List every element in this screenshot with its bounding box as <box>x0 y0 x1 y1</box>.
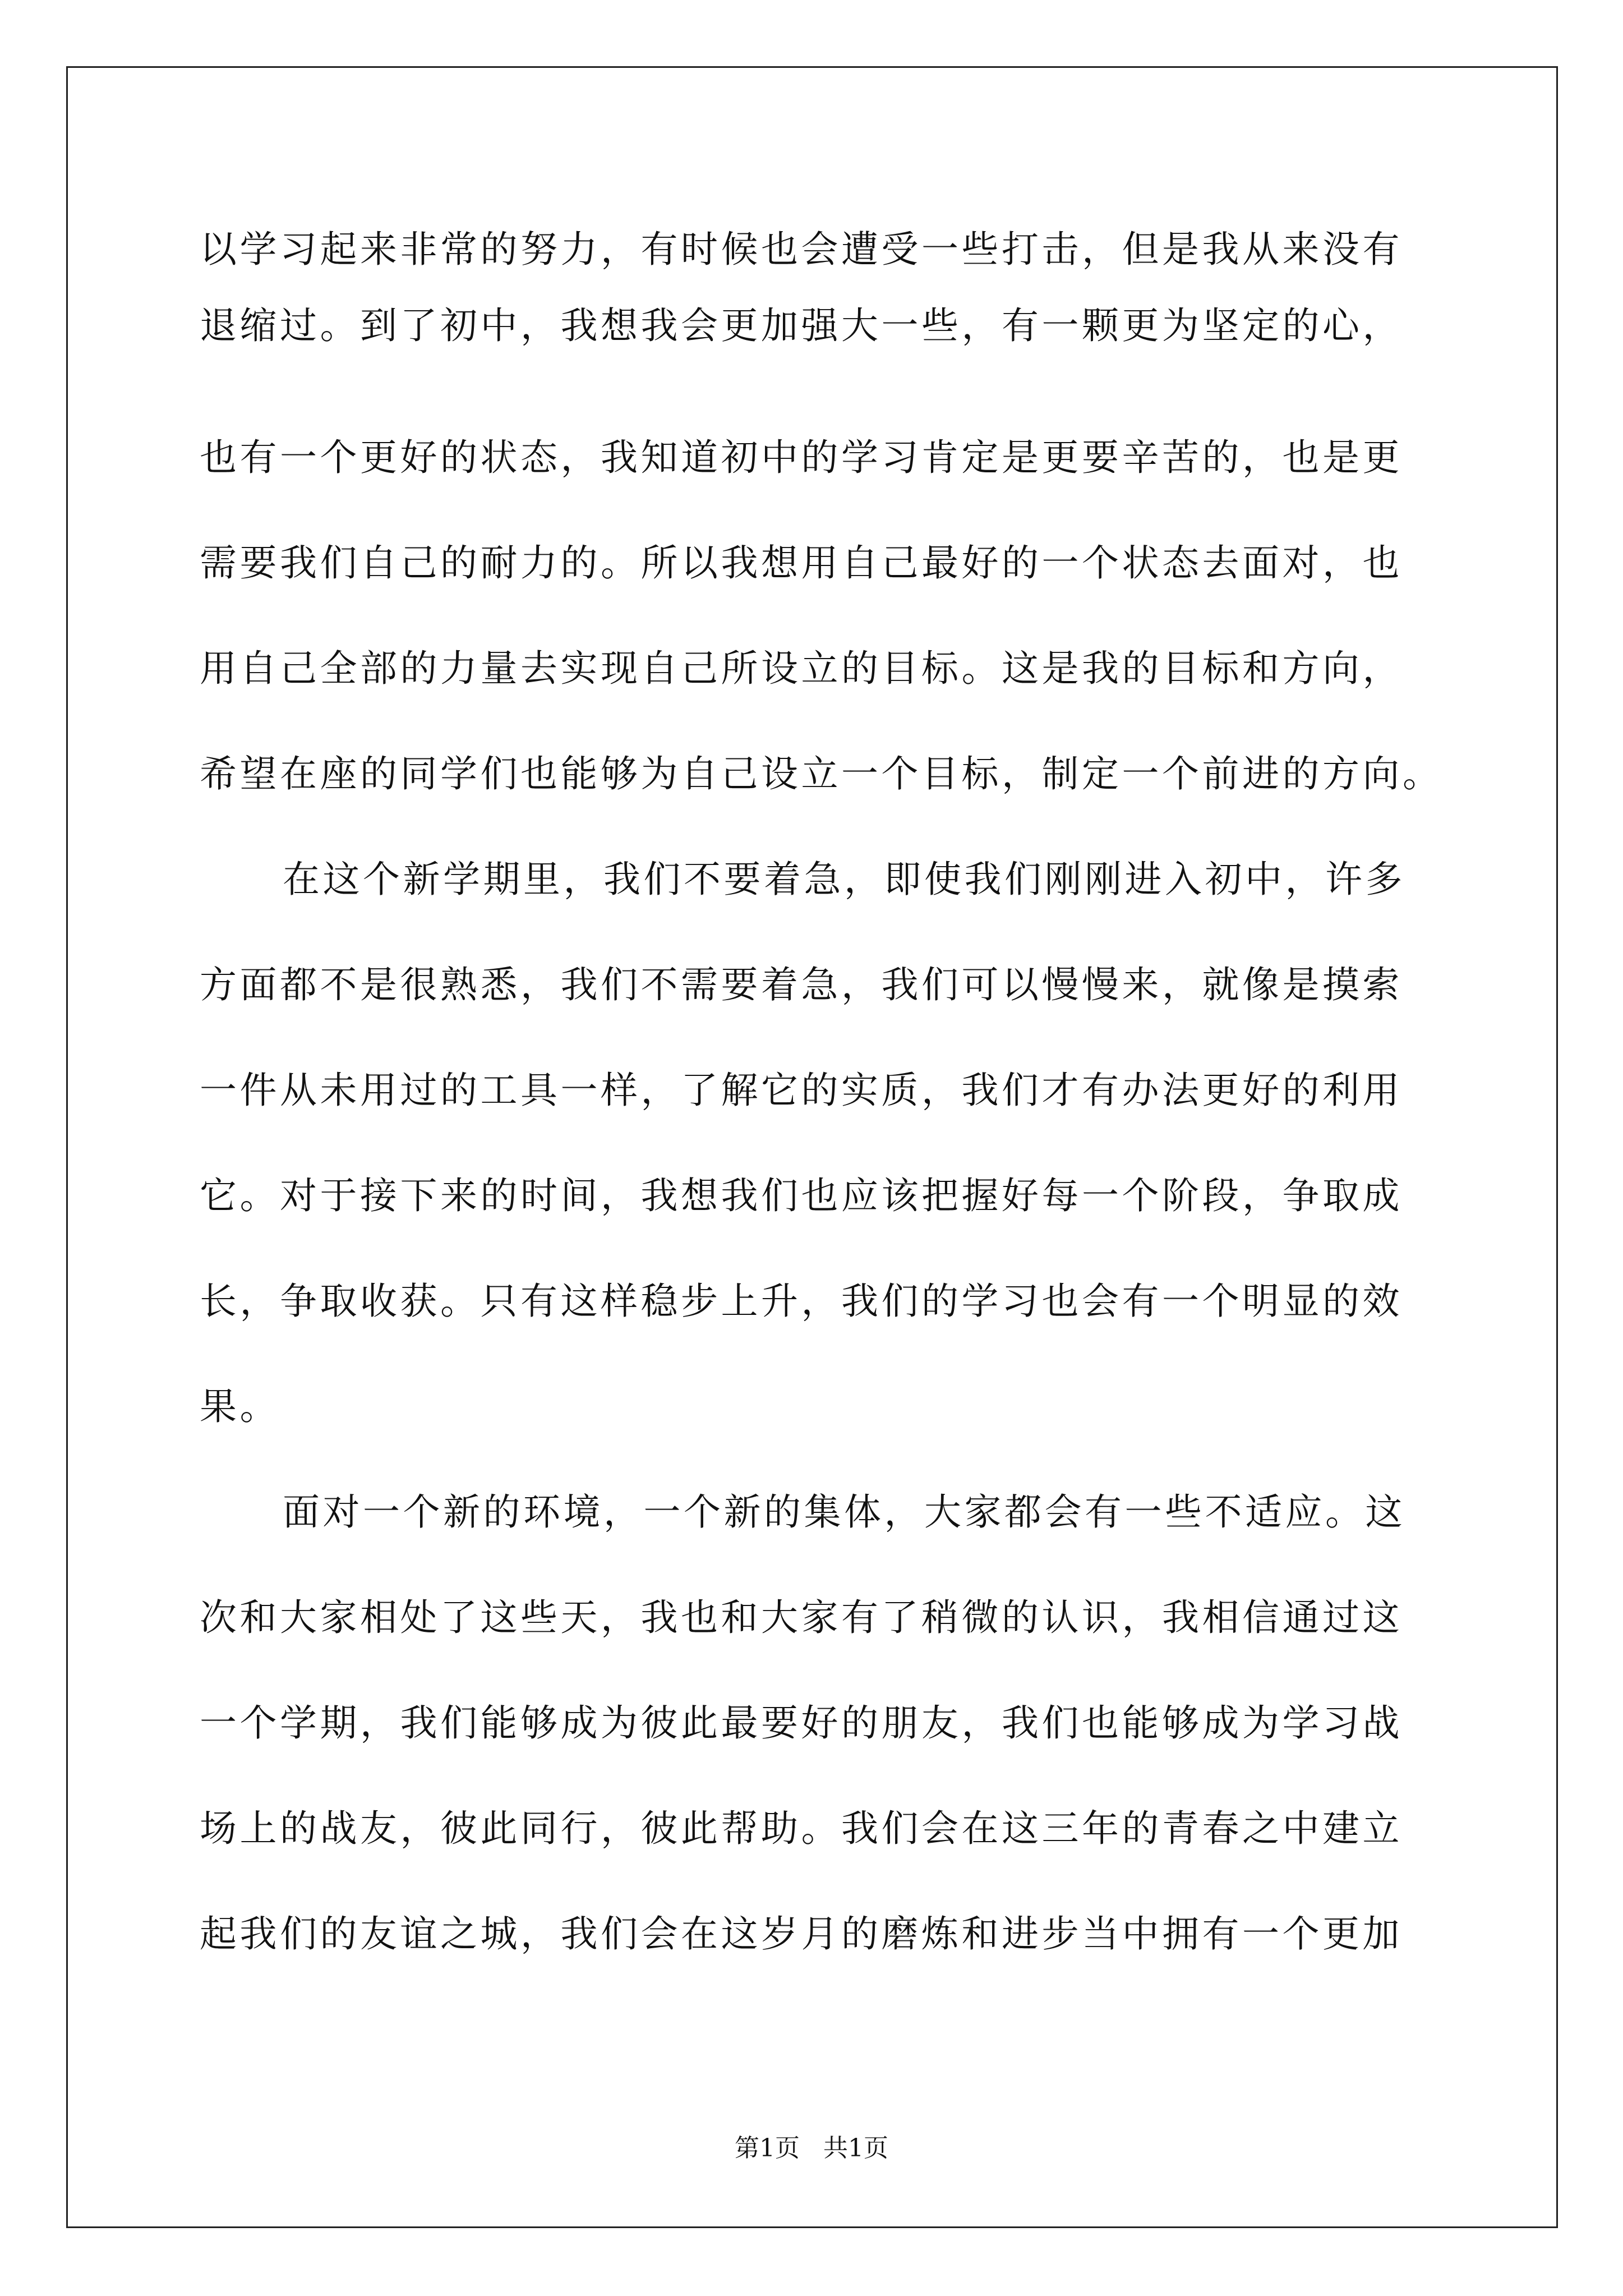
text-line: 以学习起来非常的努力，有时候也会遭受一些打击，但是我从来没有 <box>200 228 1403 271</box>
text-line: 果。 <box>200 1385 280 1428</box>
text-line: 一个学期，我们能够成为彼此最要好的朋友，我们也能够成为学习战 <box>200 1701 1403 1745</box>
text-line: 起我们的友谊之城，我们会在这岁月的磨炼和进步当中拥有一个更加 <box>200 1912 1403 1955</box>
text-line: 次和大家相处了这些天，我也和大家有了稍微的认识，我相信通过这 <box>200 1596 1403 1639</box>
page-number-footer: 第1页 共1页 <box>735 2134 888 2162</box>
text-line: 退缩过。到了初中，我想我会更加强大一些，有一颗更为坚定的心， <box>200 304 1403 347</box>
text-line: 长，争取收获。只有这样稳步上升，我们的学习也会有一个明显的效 <box>200 1280 1403 1323</box>
text-line: 需要我们自己的耐力的。所以我想用自己最好的一个状态去面对，也 <box>200 541 1403 585</box>
page-border <box>66 66 1558 2228</box>
text-line: 也有一个更好的状态，我知道初中的学习肯定是更要辛苦的，也是更 <box>200 436 1403 479</box>
text-line: 它。对于接下来的时间，我想我们也应该把握好每一个阶段，争取成 <box>200 1174 1403 1217</box>
text-line: 一件从未用过的工具一样，了解它的实质，我们才有办法更好的利用 <box>200 1069 1403 1112</box>
text-line: 希望在座的同学们也能够为自己设立一个目标，制定一个前进的方向。 <box>200 752 1443 795</box>
text-line: 场上的战友，彼此同行，彼此帮助。我们会在这三年的青春之中建立 <box>200 1807 1403 1850</box>
paragraph-first-line: 在这个新学期里，我们不要着急，即使我们刚刚进入初中，许多 <box>283 858 1405 901</box>
text-line: 方面都不是很熟悉，我们不需要着急，我们可以慢慢来，就像是摸索 <box>200 963 1403 1006</box>
text-line: 用自己全部的力量去实现自己所设立的目标。这是我的目标和方向， <box>200 647 1403 690</box>
paragraph-first-line: 面对一个新的环境，一个新的集体，大家都会有一些不适应。这 <box>283 1490 1405 1534</box>
